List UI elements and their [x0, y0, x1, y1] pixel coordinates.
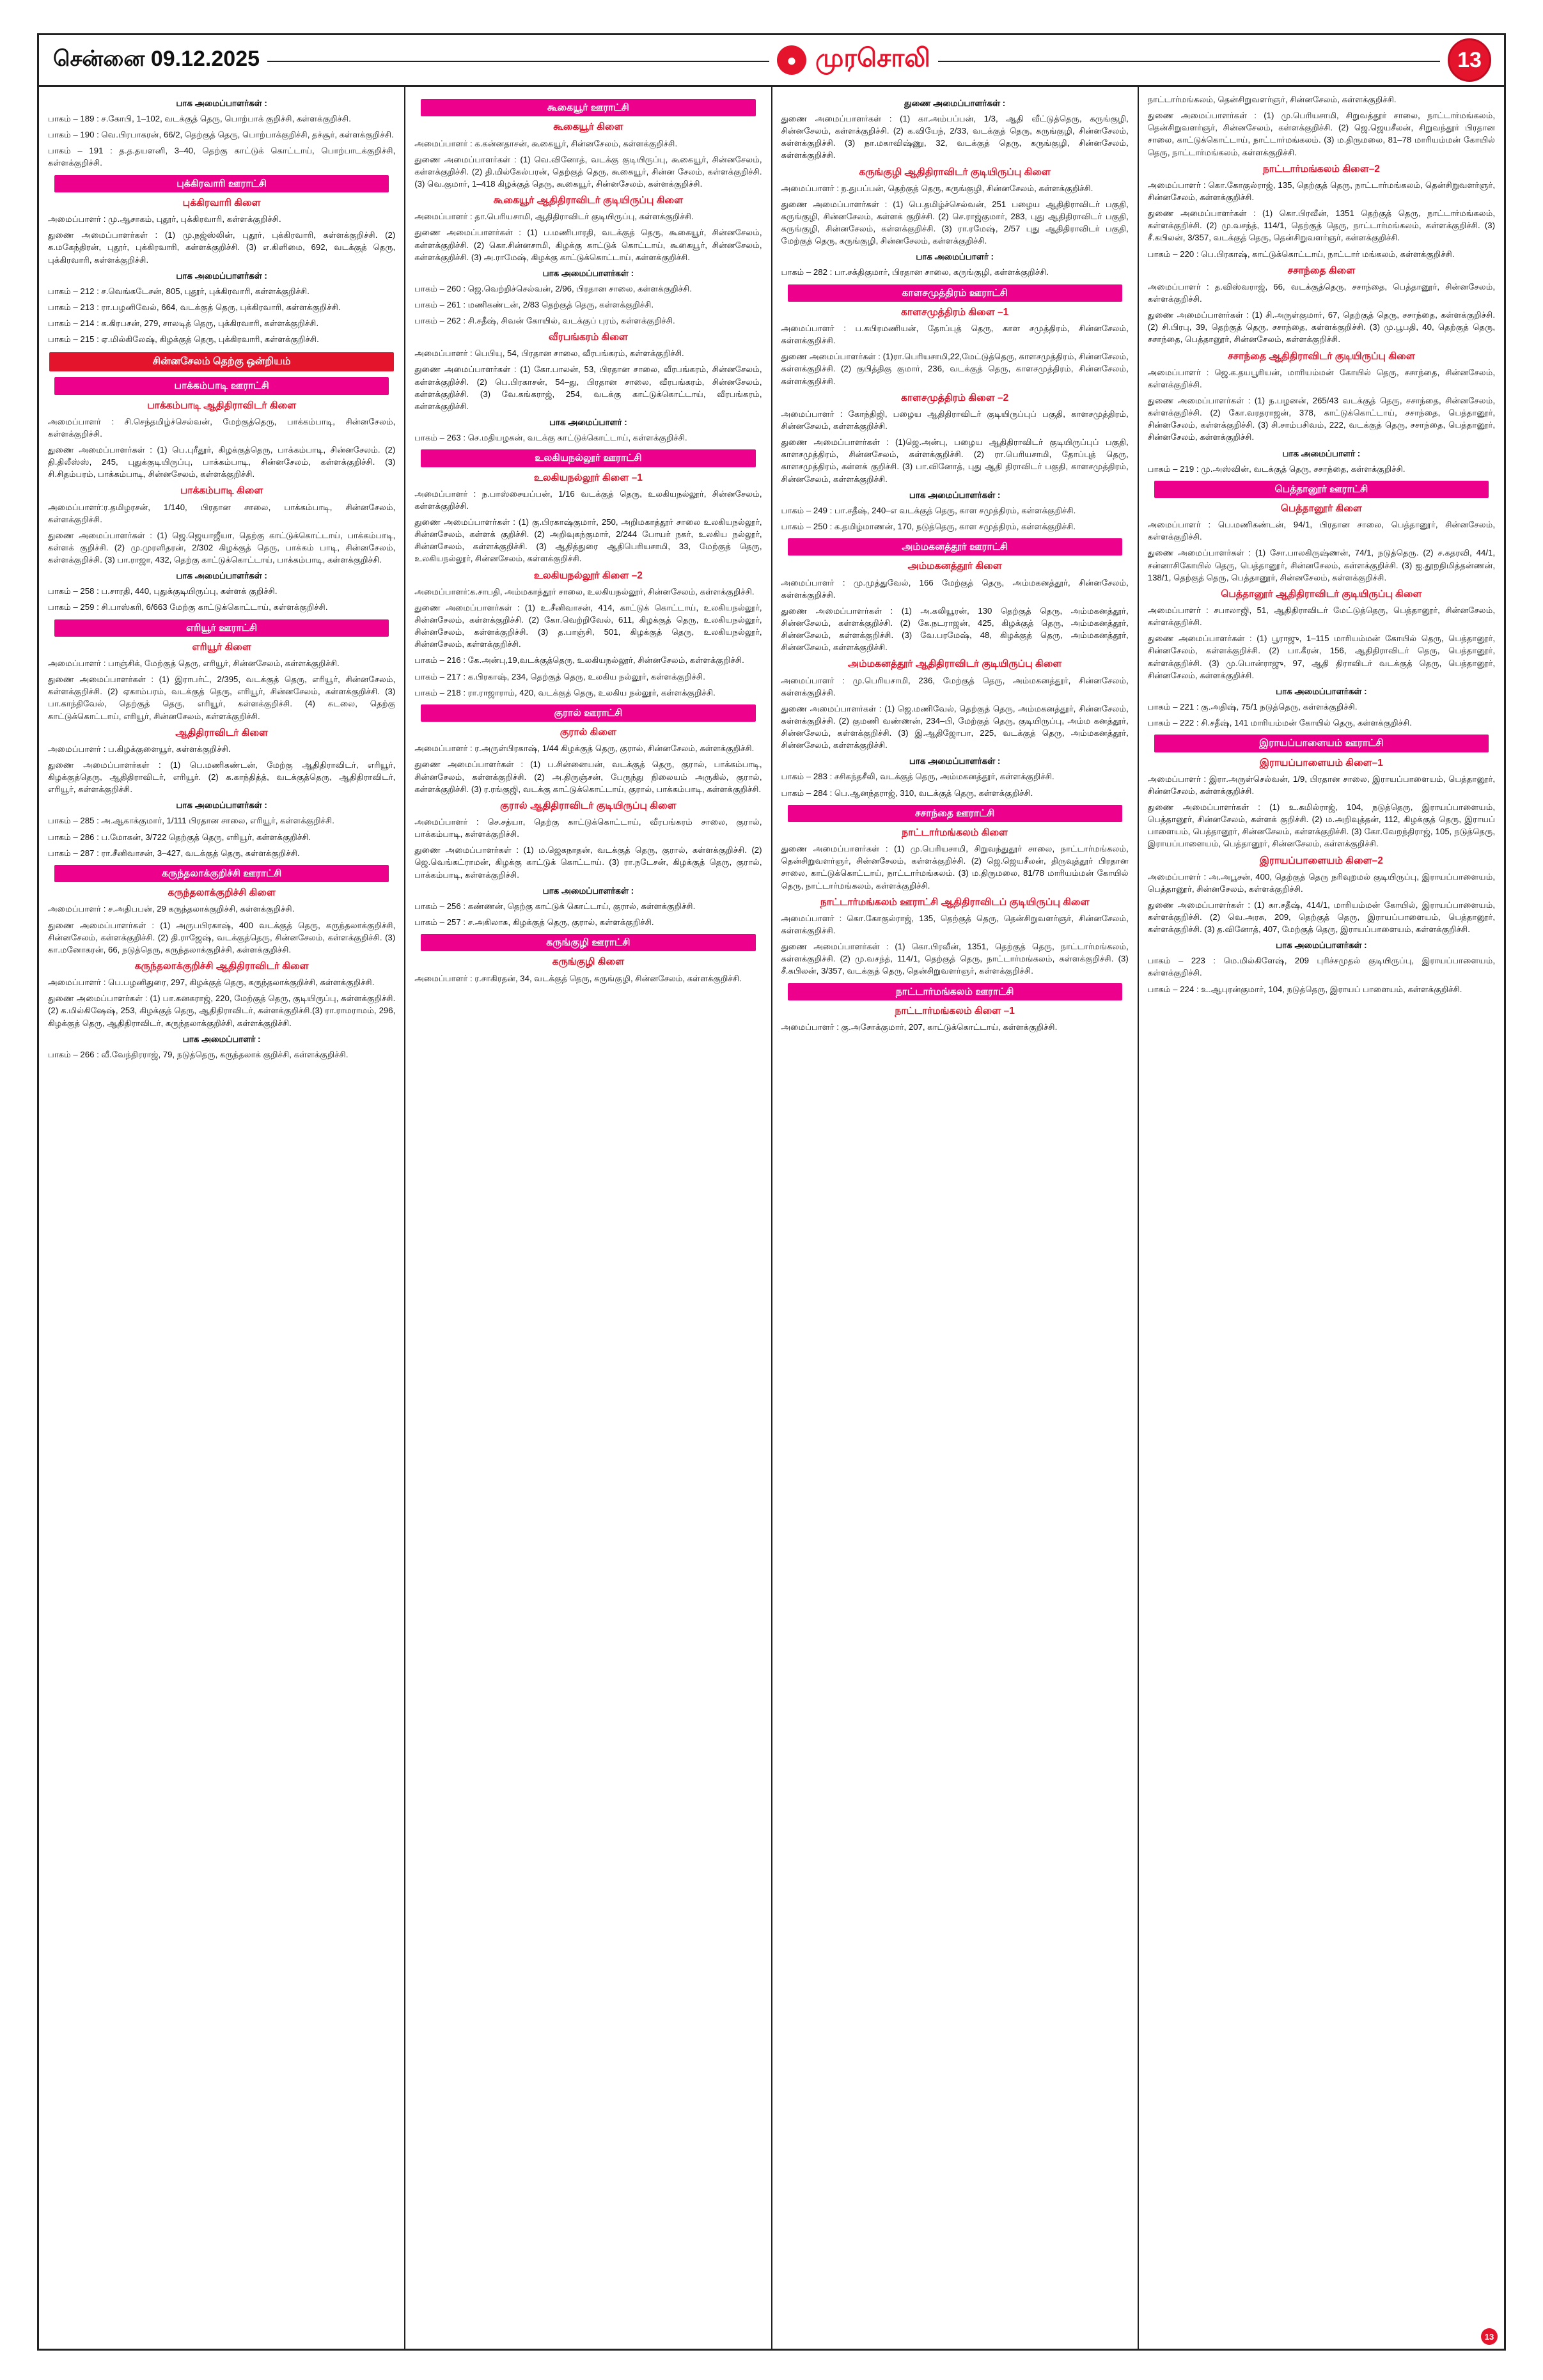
- entry-paragraph: பாகம் – 212 : ச.வெங்கடேசன், 805, புதூர், புக்கிரவாரி, கள்ளக்குறிச்சி.: [48, 286, 309, 296]
- entry-paragraph: துணை அமைப்பாளர்கள் : (1) ஜெ.மணிவேல், தெற்குத் தெரு, அம்மகனத்தூர், சின்னசேலம், கள்ளக்குறிச்சி. (2) குமணி வண்ணன், 234–பி, மேற்குத் தெரு, குடியிருப்பு, அம்ம கனத்தூர், சின்னசேலம், கள்ளக்குறிச்சி. (3) இ.ஆதிஜோபா, 225, வடக்குத் தெரு, அம்மகனத்தூர், சின்னசேலம், கள்ளக்குறிச்சி.: [781, 703, 1129, 751]
- section-label: பாக அமைப்பாளர்கள் :: [1276, 940, 1367, 951]
- entry-paragraph: துணை அமைப்பாளர்கள் : (1) கா.அம்பப்பன், 1/3, ஆதி வீட்டுத்தெரு, கருங்குழி, சின்னசேலம், கள்ளக்குறிச்சி. (2) க.வியேந், 2/33, வடக்குத் தெரு, கருங்குழி, சின்னசேலம், கள்ளக்குறிச்சி. (3) நா.மகாவிஷ்ணு, 32, வடக்குத் தெரு, கருங்குழி, சின்னசேலம், கள்ளக்குறிச்சி.: [781, 114, 1129, 160]
- branch-heading: இராயப்பாளையம் கிளை–1: [1259, 757, 1383, 768]
- masthead-brand: [777, 44, 930, 76]
- corner-page-number: 13: [1481, 2328, 1498, 2345]
- masthead-title: முரசொலி: [815, 44, 931, 72]
- branch-heading: காளசமுத்திரம் கிளை –1: [900, 306, 1009, 318]
- entry-paragraph: பாகம் – 190 : வெ.பிரபாகரன், 66/2, தெற்குத் தெரு, பொற்பாக்குறிச்சி, தச்சூர், கள்ளக்குறிச்சி.: [48, 130, 394, 140]
- entry-paragraph: துணை அமைப்பாளர்கள் : (1) வெ.வினோத், வடக்கு குடியிருப்பு, கூகையூர், சின்னசேலம், கள்ளக்குறிச்சி. (2) தி.மில்கேல்பரன், தெற்குத் தெரு, கூகையூர், சின்ன சேலம், கள்ளக்குறிச்சி. (3) வெ.குமார், 1–418 கிழக்குத் தெரு, கூகையூர், சின்னசேலம், கள்ளக்குறிச்சி.: [414, 154, 762, 189]
- panchayat-heading: நாட்டார்மங்கலம் ஊராட்சி: [788, 983, 1122, 1000]
- section-label: பாக அமைப்பாளர்கள் :: [176, 98, 267, 108]
- branch-heading: கூகையூர் ஆதிதிராவிடர் குடியிருப்பு கிளை: [493, 195, 684, 206]
- entry-paragraph: அமைப்பாளர் : செ.சத்யா, தெற்கு காட்டுக்கொட்டாய், வீரபங்கரம் சாலை, குரால், பாக்கம்பாடி, கள்ளக்குறிச்சி.: [414, 817, 762, 839]
- panchayat-heading: எரியூர் ஊராட்சி: [54, 619, 389, 637]
- branch-heading: ஆதிதிராவிடர் கிளை: [175, 727, 269, 738]
- section-label: பாக அமைப்பாளர்கள் :: [176, 800, 267, 811]
- entry-paragraph: துணை அமைப்பாளர்கள் : (1) உ.சீனிவாசன், 414, காட்டுக் கொட்டாய், உலகியநல்லூர், சின்னசேலம், கள்ளக்குறிச்சி. (2) கோ.வெற்றிவேல், 611, கிழக்குத் தெரு, உலகியநல்லூர், சின்னசேலம், கள்ளக்குறிச்சி. (3) த.பாஞ்சி, 501, கிழக்குத் தெரு, உலகியநல்லூர், சின்னசேலம், கள்ளக்குறிச்சி.: [414, 602, 762, 649]
- masthead-rule-right: [938, 61, 1440, 62]
- branch-heading: இராயப்பாளையம் கிளை–2: [1259, 855, 1383, 866]
- entry-paragraph: அமைப்பாளர் : பெ.பழனிதுரை, 297, கிழக்குத் தெரு, கருந்தலாக்குறிச்சி, கள்ளக்குறிச்சி.: [48, 977, 375, 988]
- entry-paragraph: பாகம் – 223 : மெ.மில்கிளேஷ், 209 புரிச்சமுதல் குடியிருப்பு, இராயப்பாளையம், கள்ளக்குறிச்சி.: [1147, 956, 1495, 978]
- entry-paragraph: பாகம் – 257 : ச.அகிலாசு, கிழக்குத் தெரு, குரால், கள்ளக்குறிச்சி.: [414, 917, 654, 927]
- section-label: பாக அமைப்பாளர்கள் :: [1276, 686, 1367, 696]
- entry-paragraph: பாகம் – 215 : ஏ.மில்கிலேஷ், கிழக்குத் தெரு, புக்கிரவாரி, கள்ளக்குறிச்சி.: [48, 334, 319, 345]
- panchayat-heading: கருந்தலாக்குறிச்சி ஊராட்சி: [54, 865, 389, 882]
- entry-paragraph: அமைப்பாளர் : மு.முத்துவேல், 166 மேற்குத் தெரு, அம்மகனத்தூர், சின்னசேலம், கள்ளக்குறிச்சி.: [781, 577, 1129, 600]
- branch-heading: நாட்டார்மங்கலம் கிளை: [902, 827, 1008, 839]
- entry-paragraph: பாகம் – 259 : சி.பாஸ்கரி, 6/663 மேற்கு காட்டுக்கொட்டாய், கள்ளக்குறிச்சி.: [48, 602, 328, 612]
- entry-paragraph: துணை அமைப்பாளர்கள் : (1) பா.கனகராஜ், 220, மேற்குத் தெரு, குடியிருப்பு, கள்ளக்குறிச்சி. (2) க.மில்கிஷேஷ், 253, கிழக்குத் தெரு, ஆதிதிராவிடர், கள்ளக்குறிச்சி.(3) ரா.ராமராமம், 296, கிழக்குத் தெரு, ஆதிதிராவிடர், கருந்தலாக்குறிச்சி, கள்ளக்குறிச்சி.: [48, 993, 396, 1028]
- branch-heading: பெத்தானூர் ஆதிதிராவிடர் குடியிருப்பு கிளை: [1221, 588, 1422, 600]
- panchayat-heading: பெத்தானூர் ஊராட்சி: [1154, 481, 1489, 498]
- branch-heading: அம்மகனத்தூர் கிளை: [907, 561, 1002, 572]
- entry-paragraph: துணை அமைப்பாளர்கள் : (1) ஜெ.ஜெயாஜீயா, தெற்கு காட்டுக்கொட்டாய், பாக்கம்பாடி, கள்ளக் குறிச்சி. (2) மு.முரளிதரன், 2/302 கிழக்குத் தெரு, பாக்கம் பாடி, சின்னசேலம், கள்ளக்குறிச்சி. (3) பா.ராஜா, 432, தெற்கு காட்டுக்கொட்டாய், பாக்கம்பாடி, கள்ளக்குறிச்சி.: [48, 530, 396, 565]
- branch-heading: கருந்தலாக்குறிச்சி கிளை: [168, 887, 276, 899]
- entry-paragraph: அமைப்பாளர் : ர.அருள்பிரகாஷ், 1/44 கிழக்குத் தெரு, குரால், சின்னசேலம், கள்ளக்குறிச்சி.: [414, 743, 755, 754]
- entry-paragraph: பாகம் – 250 : க.தமிழ்மாணன், 170, நடுத்தெரு, காள சமுத்திரம், கள்ளக்குறிச்சி.: [781, 521, 1076, 531]
- entry-paragraph: பாகம் – 261 : மணிகண்டன், 2/83 தெற்குத் தெரு, கள்ளக்குறிச்சி.: [414, 299, 654, 309]
- entry-paragraph: துணை அமைப்பாளர்கள் : (1) கொ.பிரவீன், 1351 தெற்குத் தெரு, நாட்டார்மங்கலம், கள்ளக்குறிச்சி. (2) மு.வசந்த், 114/1, தெற்குத் தெரு, நாட்டார்மங்கலம், கள்ளக்குறிச்சி. (3) சீ.கபிலன், 3/357, வடக்குத் தெரு, தென்சிறுவளர்ஞர், கள்ளக்குறிச்சி.: [1147, 208, 1495, 243]
- section-label: பாக அமைப்பாளர் :: [182, 1034, 261, 1044]
- panchayat-heading: அம்மகனத்தூர் ஊராட்சி: [788, 538, 1122, 556]
- branch-heading: சசாந்தை கிளை: [1287, 265, 1356, 276]
- entry-paragraph: அமைப்பாளர் : சி.செந்தமிழ்ச்செல்வன், மேற்குத்தெரு, பாக்கம்பாடி, சின்னசேலம், கள்ளக்குறிச்சி.: [48, 416, 396, 439]
- masthead: [39, 35, 1504, 87]
- entry-paragraph: துணை அமைப்பாளர்கள் : (1)ரா.பெரியசாமி,22,மேட்டுத்தெரு, காளசமுத்திரம், சின்னசேலம், கள்ளக்குறிச்சி. (2) குபித்திகு குமார், 236, வடக்குத் தெரு, காளசமுத்திரம், சின்னசேலம், கள்ளக்குறிச்சி.: [781, 352, 1129, 386]
- entry-paragraph: துணை அமைப்பாளர்கள் : (1) ந.பழனன், 265/43 வடக்குத் தெரு, சசாந்தை, சின்னசேலம், கள்ளக்குறிச்சி. (2) கோ.வரதராஜன், 378, காட்டுக்கொட்டாய், சசாந்தை, பெத்தானூர், சின்னசேலம், கள்ளக்குறிச்சி. (3) சி.சாம்பசிவம், 222, வடக்குத் தெரு, சசாந்தை, பெத்தானூர், சின்னசேலம், கள்ளக்குறிச்சி.: [1147, 395, 1495, 442]
- section-label: பாக அமைப்பாளர்கள் :: [176, 571, 267, 581]
- entry-paragraph: துணை அமைப்பாளர்கள் : (1) பெ.மணிகண்டன், மேற்கு ஆதிதிராவிடர், எரியூர், கிழக்குத்தெரு, ஆதிதிராவிடர், எரியூர். (2) க.காந்தித்த், வடக்குத்தெரு, ஆதிதிராவிடர், எரியூர், கள்ளக்குறிச்சி.: [48, 760, 396, 795]
- branch-heading: குரால் ஆதிதிராவிடர் குடியிருப்பு கிளை: [500, 800, 677, 811]
- entry-paragraph: துணை அமைப்பாளர்கள் : (1) இராபர்ட், 2/395, வடக்குத் தெரு, எரியூர், சின்னசேலம், கள்ளக்குறிச்சி. (2) ஏகாம்பரம், வடக்குத் தெரு, எரியூர், சின்னசேலம், கள்ளக்குறிச்சி. (3) பா.காந்திவேல், தெற்குத் தெரு, எரியூர், கள்ளக்குறிச்சி. (4) சுடலை, தெற்கு காட்டுக்கொட்டாய், எரியூர், சின்னசேலம், கள்ளக்குறிச்சி.: [48, 674, 396, 721]
- column-container: [39, 87, 1504, 2351]
- entry-paragraph: அமைப்பாளர் : ந.பாஸ்சையப்பன், 1/16 வடக்குத் தெரு, உலகியநல்லூர், சின்னசேலம், கள்ளக்குறிச்சி.: [414, 488, 762, 511]
- entry-paragraph: பாகம் – 284 : பெ.ஆனந்தராஜ், 310, வடக்குத் தெரு, கள்ளக்குறிச்சி.: [781, 788, 1033, 798]
- entry-paragraph: பாகம் – 219 : மு.அஸ்வின், வடக்குத் தெரு, சசாந்தை, கள்ளக்குறிச்சி.: [1147, 463, 1406, 474]
- entry-paragraph: அமைப்பாளர் : ப.கபிரமணியன், தோப்புத் தெரு, காள சமுத்திரம், சின்னசேலம், கள்ளக்குறிச்சி.: [781, 323, 1129, 346]
- column-2: [405, 87, 772, 2351]
- panchayat-heading: இராயப்பாளையம் ஊராட்சி: [1154, 735, 1489, 752]
- entry-paragraph: அமைப்பாளர் : மு.பெரியசாமி, 236, மேற்குத் தெரு, அம்மகனத்தூர், சின்னசேலம், கள்ளக்குறிச்சி.: [781, 675, 1129, 697]
- branch-heading: கூகையூர் கிளை: [553, 121, 623, 133]
- panchayat-heading: சசாந்தை ஊராட்சி: [788, 805, 1122, 822]
- entry-paragraph: பாகம் – 189 : ச.கோபி, 1–102, வடக்குத் தெரு, பொற்பாக் குறிச்சி, கள்ளக்குறிச்சி.: [48, 114, 351, 123]
- branch-heading: உலகியநல்லூர் கிளை –2: [533, 570, 643, 581]
- branch-heading: கருந்தலாக்குறிச்சி ஆதிதிராவிடர் கிளை: [134, 960, 309, 972]
- entry-paragraph: துணை அமைப்பாளர்கள் : (1) உ.கமில்ராஜ், 104, நடுத்தெரு, இராயப்பாளையம், பெத்தானூர், சின்னசேலம், கள்ளக் குறிச்சி. (2) ம.அறிவுத்தன், 112, கிழக்குத் தெரு, இராயப் பாளையம், பெத்தானூர், சின்னசேலம், கள்ளக்குறிச்சி. (3) கோ.வேறந்திராஜ், 105, நடுத்தெரு, இராயப்பாளையம், பெத்தானூர், சின்னசேலம், கள்ளக்குறிச்சி.: [1147, 802, 1495, 849]
- entry-paragraph: பாகம் – 282 : பா.சக்திகுமார், பிரதான சாலை, கருங்குழி, கள்ளக்குறிச்சி.: [781, 267, 1049, 277]
- column-1: [39, 87, 405, 2351]
- panchayat-heading: பாக்கம்பாடி ஊராட்சி: [54, 377, 389, 394]
- branch-heading: பாக்கம்பாடி ஆதிதிராவிடர் கிளை: [147, 400, 297, 411]
- entry-paragraph: பாகம் – 262 : சி.சதீஷ், சிவன் கோயில், வடக்குப் புரம், கள்ளக்குறிச்சி.: [414, 316, 675, 326]
- entry-paragraph: அமைப்பாளர் : கோந்திஜி, பழைய ஆதிதிராவிடர் குடியிருப்புப் பகுதி, காளசமுத்திரம், சின்னசேலம், கள்ளக்குறிச்சி.: [781, 408, 1129, 432]
- entry-paragraph: அமைப்பாளர் : கொ.கோகுல்ராஜ், 135, தெற்குத் தெரு, தென்சிறுவளர்ஞர், சின்னசேலம், கள்ளக்குறிச்சி.: [781, 913, 1129, 936]
- entry-paragraph: நாட்டார்மங்கலம், தென்சிறுவளர்ஞர், சின்னசேலம், கள்ளக்குறிச்சி.: [1147, 95, 1397, 104]
- entry-paragraph: பாகம் – 285 : அ.ஆகாக்குமார், 1/111 பிரதான சாலை, எரியூர், கள்ளக்குறிச்சி.: [48, 816, 334, 826]
- branch-heading: எரியூர் கிளை: [192, 641, 251, 653]
- entry-paragraph: துணை அமைப்பாளர்கள் : (1) கொ.பிரவீன், 1351, தெற்குத் தெரு, நாட்டார்மங்கலம், கள்ளக்குறிச்சி. (2) மு.வசந்த், 114/1, தெற்குத் தெரு, நாட்டார்மங்கலம், கள்ளக்குறிச்சி. (3) சீ.கபிலன், 3/357, வடக்குத் தெரு, தென்சிறுவளர்ஞர், கள்ளக்குறிச்சி.: [781, 942, 1129, 976]
- entry-paragraph: பாகம் – 283 : சசிகந்தசீலி, வடக்குத் தெரு, அம்மகனத்தூர், கள்ளக்குறிச்சி.: [781, 772, 1054, 782]
- panchayat-heading: புக்கிரவாரி ஊராட்சி: [54, 175, 389, 192]
- entry-paragraph: பாகம் – 216 : கே.அன்பு,19,வடக்குத்தெரு, உலகியநல்லூர், சின்னசேலம், கள்ளக்குறிச்சி.: [414, 655, 744, 665]
- branch-heading: புக்கிரவாரி கிளை: [182, 197, 261, 208]
- entry-paragraph: அமைப்பாளர் : கொ.கோகுல்ராஜ், 135, தெற்குத் தெரு, நாட்டார்மங்கலம், தென்சிறுவளர்ஞர், சின்னசேலம், கள்ளக்குறிச்சி.: [1147, 180, 1495, 202]
- section-label: பாக அமைப்பாளர் :: [1282, 448, 1361, 458]
- entry-paragraph: பாகம் – 217 : க.பிரகாஷ், 234, தெற்குத் தெரு, உலகிய நல்லூர், கள்ளக்குறிச்சி.: [414, 671, 705, 681]
- branch-heading: கருங்குழி ஆதிதிராவிடர் குடியிருப்பு கிளை: [859, 166, 1051, 178]
- entry-paragraph: அமைப்பாளர் : பெபியு, 54, பிரதான சாலை, வீரபங்கரம், கள்ளக்குறிச்சி.: [414, 348, 684, 359]
- entry-paragraph: துணை அமைப்பாளர்கள் : (1) கா.சதீஷ், 414/1, மாரியம்மன் கோயில், இராயப்பாளையம், கள்ளக்குறிச்சி. (2) வெ.அரசு, 209, தெற்குத் தெரு, இராயப்பாளையம், பெத்தானூர், கள்ளக்குறிச்சி. (3) த.வினோத், 407, மேற்குத் தெரு, இராயப்பாளையம், கள்ளக்குறிச்சி.: [1147, 899, 1495, 935]
- panchayat-heading: கருங்குழி ஊராட்சி: [421, 934, 755, 951]
- entry-paragraph: துணை அமைப்பாளர்கள் : (1) மு.பெரியசாமி, சிறுவந்துதூர் சாலை, நாட்டார்மங்கலம், தென்சிறுவளர்ஞர், சின்னசேலம், கள்ளக்குறிச்சி. (2) ஜெ.ஜெயசீலன், திருவுத்தூர் பிரதான சாலை, காட்டுக்கொட்டாய், நாட்டார்மங்கலம். (3) ம.திருமலை, 81/78 மாரியம்மன் கோயில் தெரு, நாட்டார்மங்கலம், கள்ளக்குறிச்சி.: [781, 844, 1129, 891]
- entry-paragraph: துணை அமைப்பாளர்கள் : (1) பெ.புரீதூர், கிழக்குத்தெரு, பாக்கம்பாடி, சின்னசேலம். (2) தி.திலீஸ்ஸ், 245, புதுக்குடியிருப்பு, பாக்கம்பாடி, சின்னசேலம், கள்ளக்குறிச்சி. (3) சி.சிதம்பரம், பாக்கம்பாடி, சின்னசேலம், கள்ளக்குறிச்சி.: [48, 445, 396, 479]
- masthead-date: சென்னை 09.12.2025: [53, 46, 260, 71]
- section-label: பாக அமைப்பாளர் :: [549, 417, 627, 428]
- entry-paragraph: பாகம் – 287 : ரா.சீனிவாசன், 3–427, வடக்குத் தெரு, கள்ளக்குறிச்சி.: [48, 848, 300, 858]
- entry-paragraph: துணை அமைப்பாளர்கள் : (1) அ.கலியூரன், 130 தெற்குத் தெரு, அம்மகனத்தூர், சின்னசேலம், கள்ளக்குறிச்சி. (2) கே.நடராஜன், 425, கிழக்குத் தெரு, அம்மகனத்தூர், சின்னசேலம், கள்ளக்குறிச்சி. (3) வே.பரமேஷ், 48, கிழக்குத் தெரு, அம்மகனத்தூர், சின்னசேலம், கள்ளக்குறிச்சி.: [781, 605, 1129, 653]
- entry-paragraph: அமைப்பாளர் : ப.கிழக்குளையூர், கள்ளக்குறிச்சி.: [48, 743, 231, 754]
- union-heading: சின்னசேலம் தெற்கு ஒன்றியம்: [49, 352, 394, 371]
- branch-heading: கருங்குழி கிளை: [552, 956, 625, 968]
- entry-paragraph: பாகம் – 266 : வீ.வேந்திரராஜ், 79, நடுத்தெரு, கருந்தலாக் குறிச்சி, கள்ளக்குறிச்சி.: [48, 1049, 349, 1059]
- section-label: பாக அமைப்பாளர்கள் :: [542, 268, 634, 278]
- panchayat-heading: குரால் ஊராட்சி: [421, 704, 755, 722]
- entry-paragraph: பாகம் – 260 : ஜெ.வெற்றிச்செல்வன், 2/96, பிரதான சாலை, கள்ளக்குறிச்சி.: [414, 283, 693, 293]
- panchayat-heading: உலகியநல்லூர் ஊராட்சி: [421, 449, 755, 467]
- entry-paragraph: பாகம் – 263 : செ.மதியழகன், வடக்கு காட்டுக்கொட்டாய், கள்ளக்குறிச்சி.: [414, 433, 687, 443]
- entry-paragraph: அமைப்பாளர் : ர.சாகிரதன், 34, வடக்குத் தெரு, கருங்குழி, சின்னசேலம், கள்ளக்குறிச்சி.: [414, 973, 742, 983]
- entry-paragraph: அமைப்பாளர் : ந.துபப்பன், தெற்குத் தெரு, கருங்குழி, சின்னசேலம், கள்ளக்குறிச்சி.: [781, 183, 1093, 193]
- flame-logo-icon: ●: [777, 45, 806, 75]
- entry-paragraph: அமைப்பாளர் : மு.ஆசாகம், புதூர், புக்கிரவாரி, கள்ளக்குறிச்சி.: [48, 214, 281, 224]
- entry-paragraph: அமைப்பாளர்:ர.தமிழரசன், 1/140, பிரதான சாலை, பாக்கம்பாடி, சின்னசேலம், கள்ளக்குறிச்சி.: [48, 502, 396, 524]
- page-number-badge: 13: [1448, 38, 1491, 82]
- section-label: பாக அமைப்பாளர்கள் :: [176, 270, 267, 281]
- branch-heading: நாட்டார்மங்கலம் கிளை –1: [895, 1005, 1015, 1016]
- entry-paragraph: துணை அமைப்பாளர்கள் : (1) மு.பெரியசாமி, சிறுவத்தூர் சாலை, நாட்டார்மங்கலம், தென்சிறுவளர்ஞர், சின்னசேலம், கள்ளக்குறிச்சி. (2) ஜெ.ஜெயசீலன், சிறுவந்தூர் பிரதான சாலை, காட்டுக்கொட்டாய், நாட்டார்மங்கலம். (3) ம.திருமலை, 81–78 மாரியம்மன் கோயில் தெரு, நாட்டார்மங்கலம், கள்ளக்குறிச்சி.: [1147, 111, 1495, 157]
- entry-paragraph: பாகம் – 286 : ப.மோகன், 3/722 தெற்குத் தெரு, எரியூர், கள்ளக்குறிச்சி.: [48, 832, 311, 842]
- branch-heading: சசாந்தை ஆதிதிராவிடர் குடியிருப்பு கிளை: [1227, 350, 1415, 362]
- entry-paragraph: பாகம் – 224 : உ.ஆபுரன்குமார், 104, நடுத்தெரு, இராயப் பாளையம், கள்ளக்குறிச்சி.: [1147, 984, 1462, 994]
- branch-heading: அம்மகனத்தூர் ஆதிதிராவிடர் குடியிருப்பு கிளை: [847, 658, 1062, 670]
- masthead-rule-left: [267, 61, 769, 62]
- entry-paragraph: பாகம் – 221 : கு.அதிஷ், 75/1 நடுத்தெரு, கள்ளக்குறிச்சி.: [1147, 701, 1358, 712]
- entry-paragraph: அமைப்பாளர் : கு.அசோக்குமார், 207, காட்டுக்கொட்டாய், கள்ளக்குறிச்சி.: [781, 1022, 1058, 1032]
- entry-paragraph: துணை அமைப்பாளர்கள் : (1) கோ.பாலன், 53, பிரதான சாலை, வீரபங்கரம், சின்னசேலம், கள்ளக்குறிச்சி. (2) பெ.பிரகாசன், 54–து, பிரதான சாலை, வீரபங்கரம், சின்னசேலம், கள்ளக்குறிச்சி. (3) வே.கங்கராஜ், 254, வடக்கு காட்டுக்கொட்டாய், வீரபங்கரம், கள்ளக்குறிச்சி.: [414, 364, 762, 411]
- entry-paragraph: பாகம் – 222 : சி.சதீஷ், 141 மாரியம்மன் கோயில் தெரு, கள்ளக்குறிச்சி.: [1147, 718, 1412, 727]
- entry-paragraph: துணை அமைப்பாளர்கள் : (1)ஜெ.அன்பு, பழைய ஆதிதிராவிடர் குடியிருப்புப் பகுதி, காளசமுத்திரம், சின்னசேலம், கள்ளக்குறிச்சி. (2) ரா.பெரியசாமி, தோப்புத் தெரு, காளசமுத்திரம், கள்ளக் குறிச்சி. (3) பா.வினோத், புது ஆதி திராவிடர் பகுதி, காளசமுத்திரம், சின்னசேலம், கள்ளக்குறிச்சி.: [781, 437, 1129, 484]
- branch-heading: காளசமுத்திரம் கிளை –2: [900, 392, 1009, 403]
- section-label: பாக அமைப்பாளர் :: [916, 252, 994, 262]
- branch-heading: வீரபங்கரம் கிளை: [548, 332, 628, 343]
- entry-paragraph: அமைப்பாளர் : பெ.மணிகண்டன், 94/1, பிரதான சாலை, பெத்தானூர், சின்னசேலம், கள்ளக்குறிச்சி.: [1147, 520, 1495, 542]
- entry-paragraph: அமைப்பாளர் : தா.பெரியசாமி, ஆதிதிராவிடர் குடியிருப்பு, கள்ளக்குறிச்சி.: [414, 212, 694, 222]
- entry-paragraph: அமைப்பாளர் : ஜெ.க.தயபூரியன், மாரியம்மன் கோயில் தெரு, சசாந்தை, சின்னசேலம், கள்ளக்குறிச்சி.: [1147, 367, 1495, 389]
- entry-paragraph: துணை அமைப்பாளர்கள் : (1) ம.ஜெகநாதன், வடக்குத் தெரு, குரால், கள்ளக்குறிச்சி. (2) ஜெ.வெங்கட்ராமன், கிழக்கு காட்டுக் கொட்டாய். (3) ரா.நடேசன், கிழக்குத் தெரு, குரால், பாக்கம்பாடி, கள்ளக்குறிச்சி.: [414, 845, 762, 880]
- entry-paragraph: பாகம் – 220 : பெ.பிரகாஷ், காட்டுக்கொட்டாய், நாட்டார் மங்கலம், கள்ளக்குறிச்சி.: [1147, 249, 1455, 259]
- branch-heading: நாட்டார்மங்கலம் கிளை–2: [1262, 163, 1380, 175]
- panchayat-heading: காளசமுத்திரம் ஊராட்சி: [788, 284, 1122, 302]
- page-frame: [37, 33, 1506, 2351]
- branch-heading: உலகியநல்லூர் கிளை –1: [533, 472, 643, 483]
- entry-paragraph: பாகம் – 258 : ப.சாரதி, 440, புதுக்குடியிருப்பு, கள்ளக் குறிச்சி.: [48, 586, 278, 596]
- entry-paragraph: அமைப்பாளர் : க.கன்னதாசன், கூகையூர், சின்னசேலம், கள்ளக்குறிச்சி.: [414, 138, 678, 148]
- entry-paragraph: அமைப்பாளர் : த.விஸ்வராஜ், 66, வடக்குத்தெரு, சசாந்தை, பெத்தானூர், சின்னசேலம், கள்ளக்குறிச்சி.: [1147, 281, 1495, 304]
- column-4: [1139, 87, 1504, 2351]
- entry-paragraph: அமைப்பாளர் : ச.அதிபபன், 29 கருந்தலாக்குறிச்சி, கள்ளக்குறிச்சி.: [48, 904, 295, 914]
- branch-heading: நாட்டார்மங்கலம் ஊராட்சி ஆதிதிராவிடப் குடியிருப்பு கிளை: [820, 896, 1090, 908]
- branch-heading: குரால் கிளை: [560, 727, 617, 738]
- entry-paragraph: துணை அமைப்பாளர்கள் : (1) மு.நஜ்ஸ்லின், புதூர், புக்கிரவாரி, கள்ளக்குறிச்சி. (2) க.மகேந்திரன், புதூர், புக்கிரவாரி, கள்ளக்குறிச்சி. (3) எ.கிளிமை, 692, வடக்குத் தெரு, புக்கிரவாரி, கள்ளக்குறிச்சி.: [48, 230, 396, 265]
- branch-heading: பாக்கம்பாடி கிளை: [180, 485, 263, 497]
- entry-paragraph: பாகம் – 214 : க.கிரபசன், 279, சாலடித் தெரு, புக்கிரவாரி, கள்ளக்குறிச்சி.: [48, 318, 319, 328]
- entry-paragraph: பாகம் – 256 : கண்ணன், தெற்கு காட்டுக் கொட்டாய், குரால், கள்ளக்குறிச்சி.: [414, 901, 696, 911]
- section-label: பாக அமைப்பாளர்கள் :: [909, 490, 1001, 500]
- entry-paragraph: பாகம் – 191 : த.த.தயளனி, 3–40, தெற்கு காட்டுக் கொட்டாய், பொற்பாடக்குறிச்சி, கள்ளக்குறிச்சி.: [48, 146, 396, 168]
- entry-paragraph: அமைப்பாளர் : சபாலாஜி, 51, ஆதிதிராவிடர் மேட்டுத்தெரு, பெத்தானூர், சின்னசேலம், கள்ளக்குறிச்சி.: [1147, 605, 1495, 628]
- column-3: [772, 87, 1139, 2351]
- section-label: துணை அமைப்பாளர்கள் :: [904, 98, 1006, 108]
- section-label: பாக அமைப்பாளர்கள் :: [909, 756, 1001, 766]
- entry-paragraph: அமைப்பாளர் : பாஞ்சிக், மேற்குத் தெரு, எரியூர், சின்னசேலம், கள்ளக்குறிச்சி.: [48, 658, 340, 669]
- entry-paragraph: அமைப்பாளர்:க.சாபதி, அம்மகாத்தூர் சாலை, உலகியநல்லூர், சின்னசேலம், கள்ளக்குறிச்சி.: [414, 586, 755, 596]
- entry-paragraph: அமைப்பாளர் : அ.அபூசன், 400, தெற்குத் தெரு நரிவுறமல் குடியிருப்பு, இராயப்பாளையம், பெத்தானூர், சின்னசேலம், கள்ளக்குறிச்சி.: [1147, 871, 1495, 894]
- panchayat-heading: கூகையூர் ஊராட்சி: [421, 99, 755, 116]
- entry-paragraph: பாகம் – 213 : ரா.பழனிவேல், 664, வடக்குத் தெரு, புக்கிரவாரி, கள்ளக்குறிச்சி.: [48, 302, 341, 312]
- entry-paragraph: துணை அமைப்பாளர்கள் : (1) ப.சின்னையன், வடக்குத் தெரு, குரால், பாக்கம்பாடி, சின்னசேலம், கள்ளக்குறிச்சி. (2) அ.திருஞ்சன், பேருந்து நிலையம் அருகில், குரால், கள்ளக்குறிச்சி. (3) ர.ரங்குஜி, வடக்கு காட்டுக்கொட்டாய், குரால், பாக்கம்பாடி, கள்ளக்குறிச்சி.: [414, 759, 762, 794]
- branch-heading: பெத்தானூர் கிளை: [1280, 503, 1362, 515]
- entry-paragraph: துணை அமைப்பாளர்கள் : (1) அருபபிரகாஷ், 400 வடக்குத் தெரு, கருந்தலாக்குறிச்சி, சின்னசேலம், கள்ளக்குறிச்சி. (2) தி.ராஜேஷ், வடக்குத்தெரு, சின்னசேலம், கள்ளக்குறிச்சி. (3) கா.மனோகரன், 66, நடுத்தெரு, கருந்தலாக்குறிச்சி, கள்ளக்குறிச்சி.: [48, 920, 396, 954]
- entry-paragraph: துணை அமைப்பாளர்கள் : (1) பெ.தமிழ்ச்செல்வன், 251 பழைய ஆதிதிராவிடர் பகுதி, கருங்குழி, சின்னசேலம், கள்ளக் குறிச்சி. (2) செ.ராஜ்குமார், 283, புது ஆதிதிராவிடர் பகுதி, கருங்குழி, சின்னசேலம், கள்ளக்குறிச்சி. (3) ரா.ரமேஷ், 2/57 புது ஆதிதிராவிடர் பகுதி, மேற்குத் தெரு, கருங்குழி, சின்னசேலம், கள்ளக்குறிச்சி.: [781, 199, 1129, 246]
- entry-paragraph: பாகம் – 249 : பா.சதீஷ், 240–எ வடக்குத் தெரு, காள சமுத்திரம், கள்ளக்குறிச்சி.: [781, 505, 1076, 515]
- entry-paragraph: துணை அமைப்பாளர்கள் : (1) சி.அருள்குமார், 67, தெற்குத் தெரு, சசாந்தை, கள்ளக்குறிச்சி. (2) சி.பிரபு, 39, தெற்குத் தெரு, சசாந்தை, கள்ளக்குறிச்சி. (3) மு.பூபதி, 40, தெற்குத் தெரு, சசாந்தை, பெத்தானூர், சின்னசேலம், கள்ளக்குறிச்சி.: [1147, 310, 1495, 345]
- entry-paragraph: துணை அமைப்பாளர்கள் : (1) பூராஜு, 1–115 மாரியம்மன் கோயில் தெரு, பெத்தானூர், சின்னசேலம், கள்ளக்குறிச்சி. (2) பா.கீரன், 156, ஆதிதிராவிடர் தெரு, பெத்தானூர், கள்ளக்குறிச்சி. (3) மு.பொன்ராஜு, 97, ஆதி திராவிடர் வடக்குத் தெரு, பெத்தானூர், சின்னசேலம், கள்ளக்குறிச்சி.: [1147, 634, 1495, 680]
- entry-paragraph: துணை அமைப்பாளர்கள் : (1) கு.பிரகாஷ்குமார், 250, அறிமகாத்தூர் சாலை உலகியநல்லூர், சின்னசேலம், கள்ளக் குறிச்சி. (2) அறிவுகந்குமார், 2/244 போயர் நகர், உலகிய நல்லூர், சின்னசேலம், கள்ளக்குறிச்சி. (3) ஆதித்துரை ஆதிபெரியசாமி, 33, மேற்குத் தெரு, உலகியநல்லூர், சின்னசேலம், கள்ளக்குறிச்சி.: [414, 517, 762, 564]
- entry-paragraph: பாகம் – 218 : ரா.ராஜாராம், 420, வடக்குத் தெரு, உலகிய நல்லூர், கள்ளக்குறிச்சி.: [414, 687, 716, 697]
- entry-paragraph: துணை அமைப்பாளர்கள் : (1) ப.மணிபாரதி, வடக்குத் தெரு, கூகையூர், சின்னசேலம், கள்ளக்குறிச்சி. (2) கொ.சின்னசாமி, கிழக்கு காட்டுக் கொட்டாய், கூகையூர், சின்னசேலம், கள்ளக்குறிச்சி. (3) அ.ராமேஷ், கிழக்கு காட்டுக்கொட்டாய், கள்ளக்குறிச்சி.: [414, 228, 762, 262]
- section-label: பாக அமைப்பாளர்கள் :: [542, 885, 634, 896]
- entry-paragraph: அமைப்பாளர் : இரா.அருள்செல்வன், 1/9, பிரதான சாலை, இராயப்பாளையம், பெத்தானூர், சின்னசேலம், கள்ளக்குறிச்சி.: [1147, 774, 1495, 796]
- entry-paragraph: துணை அமைப்பாளர்கள் : (1) சோ.பாலகிருஷ்ணன், 74/1, நடுத்தெரு. (2) ச.கதரவி, 44/1, சன்னாசிகோயில் தெரு, பெத்தானூர், சின்னசேலம், கள்ளக்குறிச்சி. (3) ஐ.தூறநிமித்தன்ணன், 138/1, தெற்குத் தெரு, பெத்தானூர், சின்னசேலம், கள்ளக்குறிச்சி.: [1147, 548, 1495, 582]
